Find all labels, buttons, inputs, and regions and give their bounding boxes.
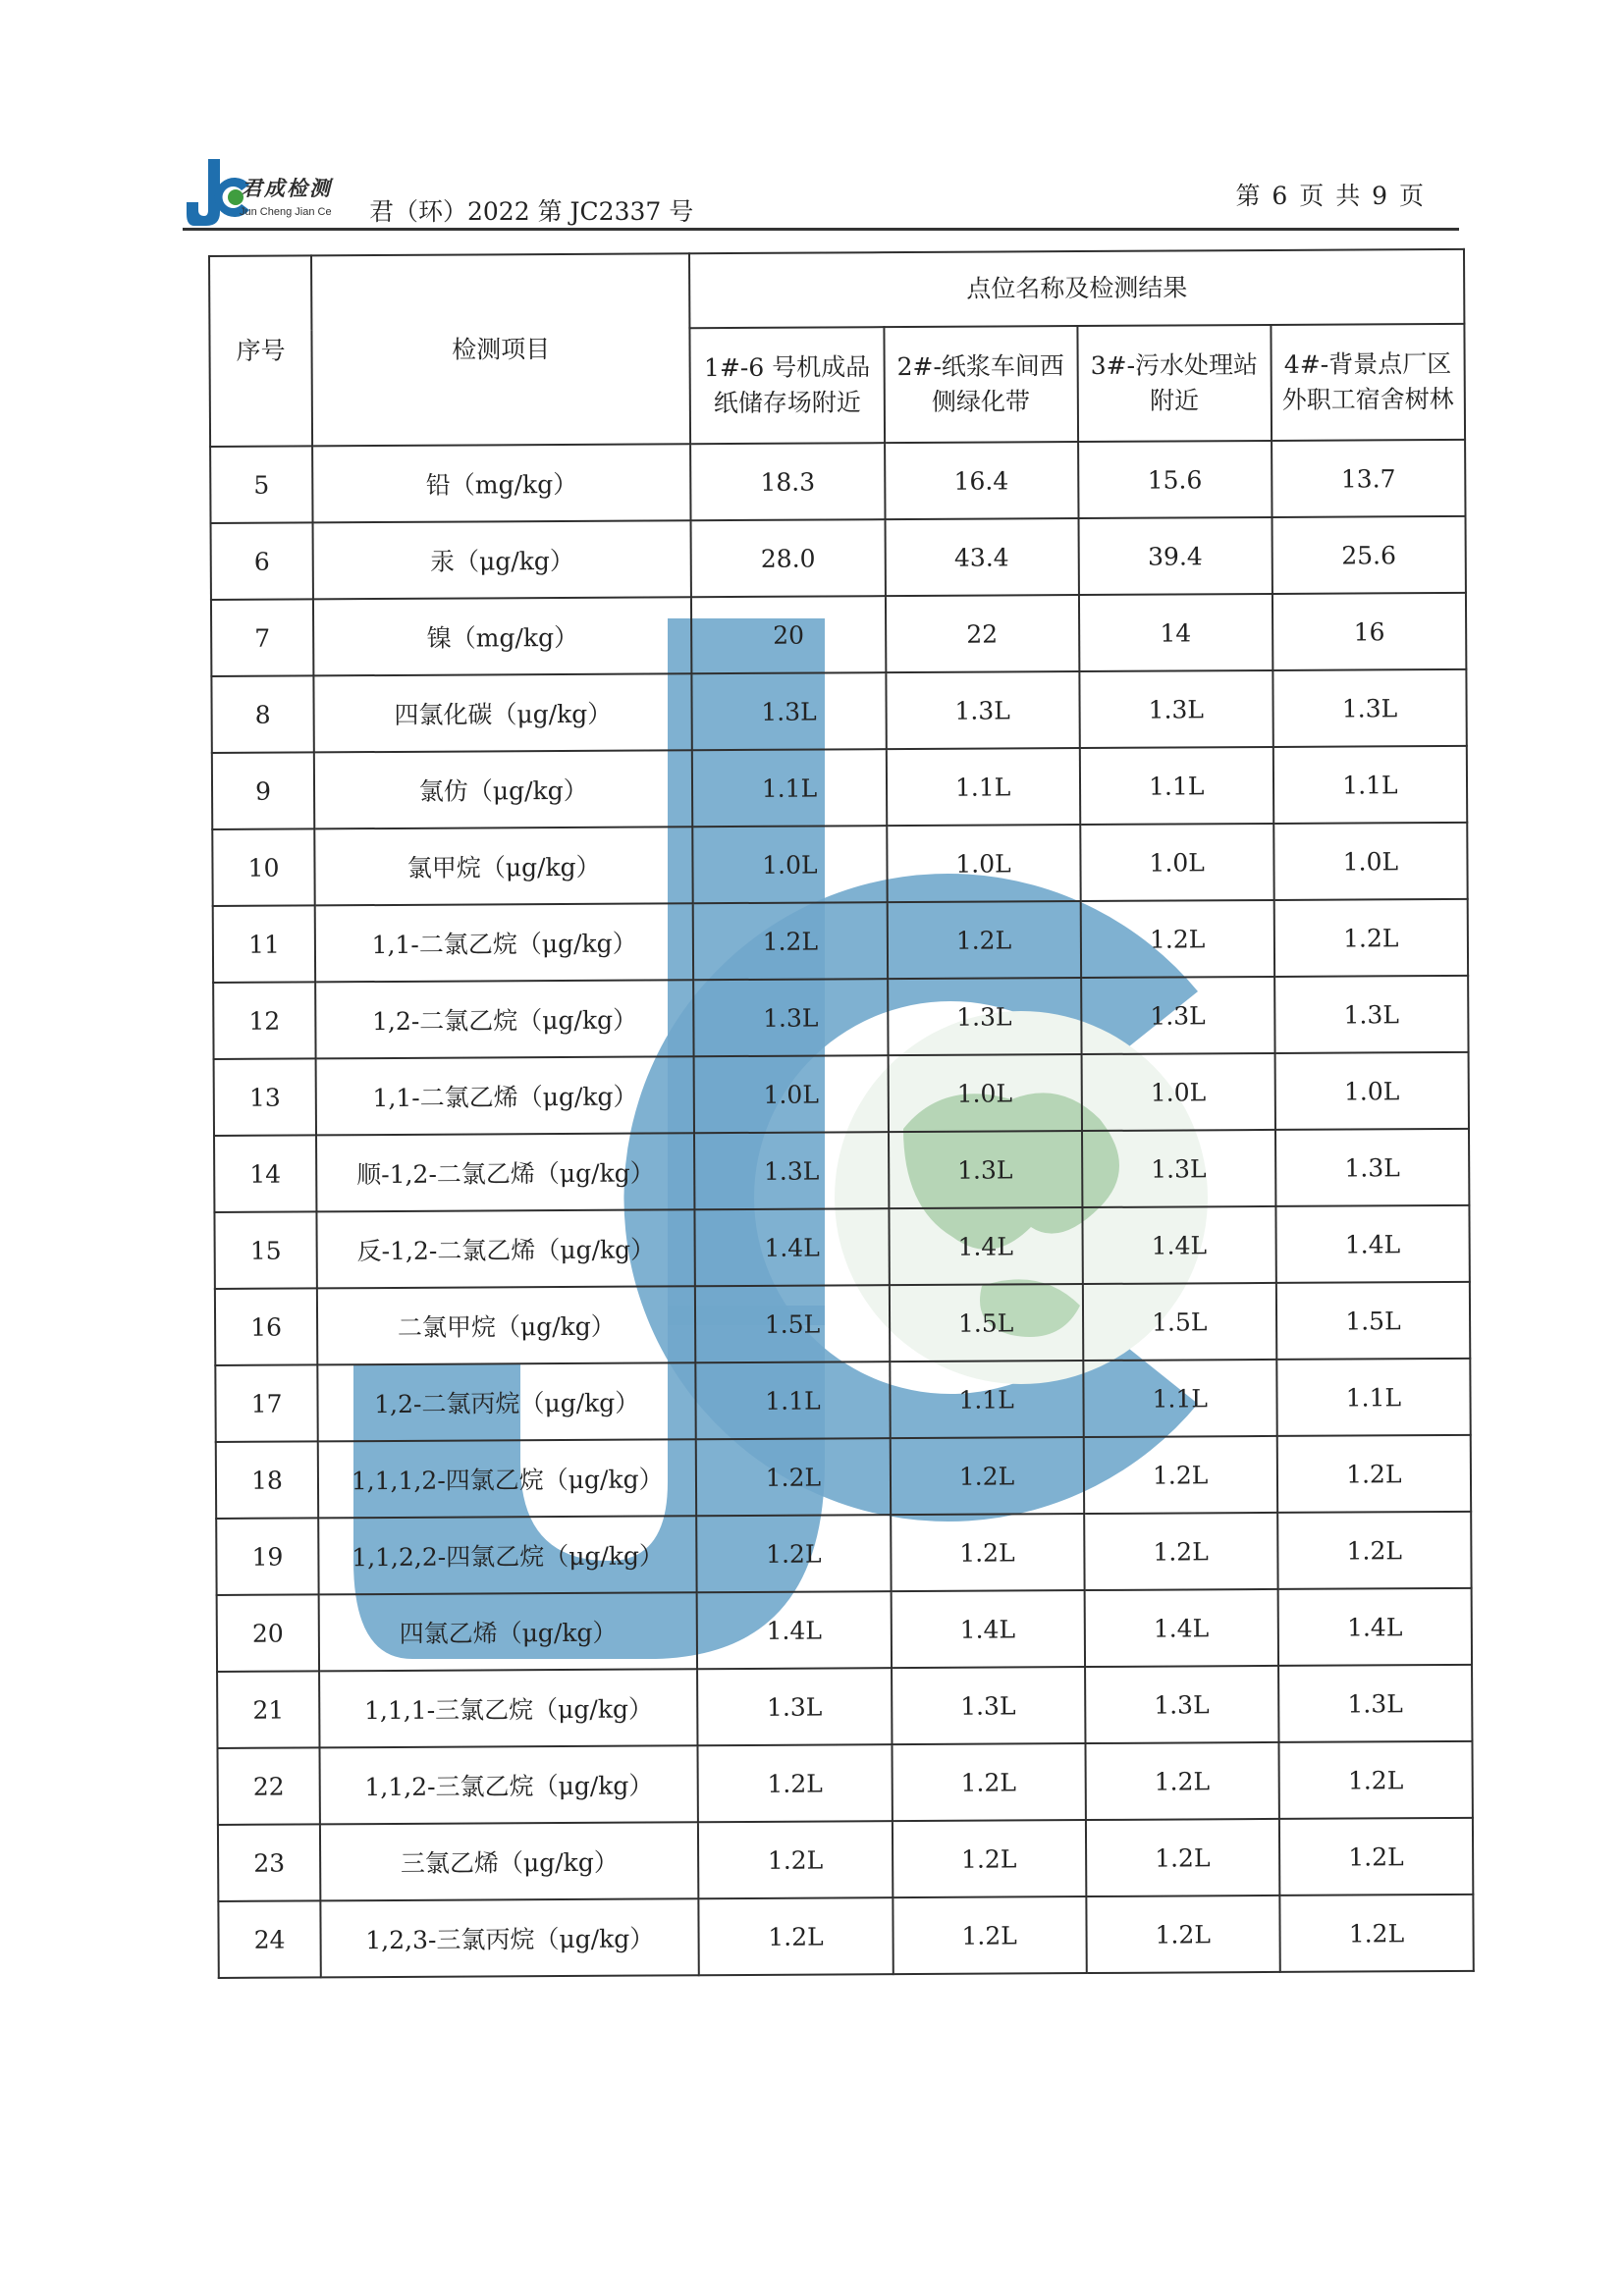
row-index-cell: 21 bbox=[217, 1671, 320, 1748]
row-value-cell: 1.2L bbox=[1277, 1435, 1472, 1513]
row-value-cell: 1.3L bbox=[692, 672, 887, 750]
col-header-point: 2#-纸浆车间西侧绿化带 bbox=[884, 326, 1078, 443]
row-value-cell: 1.4L bbox=[1082, 1206, 1276, 1284]
report-number: 君（环）2022 第 JC2337 号 bbox=[369, 197, 694, 226]
col-header-index: 序号 bbox=[209, 255, 312, 447]
table-row bbox=[215, 1359, 1470, 1442]
row-value-cell: 1.5L bbox=[1083, 1283, 1277, 1361]
row-value-cell: 1.0L bbox=[693, 826, 888, 903]
page-number: 第 6 页 共 9 页 bbox=[1235, 182, 1426, 210]
row-value-cell: 15.6 bbox=[1078, 441, 1272, 518]
row-value-cell: 1.2L bbox=[1086, 1896, 1280, 1973]
row-value-cell: 1.1L bbox=[696, 1362, 891, 1439]
row-value-cell: 1.2L bbox=[891, 1514, 1085, 1591]
table-row bbox=[218, 1818, 1473, 1901]
row-value-cell: 1.1L bbox=[692, 749, 887, 827]
row-value-cell: 1.3L bbox=[694, 1132, 889, 1209]
table-row bbox=[214, 1205, 1469, 1289]
table-row bbox=[210, 440, 1465, 523]
row-index-cell: 12 bbox=[213, 982, 316, 1059]
row-value-cell: 1.2L bbox=[696, 1438, 891, 1516]
row-index-cell: 16 bbox=[215, 1288, 318, 1365]
table-row bbox=[216, 1512, 1471, 1595]
row-value-cell: 1.2L bbox=[693, 902, 888, 980]
table-body bbox=[210, 440, 1474, 1978]
table-row bbox=[212, 823, 1467, 906]
row-value-cell: 1.0L bbox=[1080, 824, 1274, 901]
row-value-cell: 1.0L bbox=[888, 1054, 1082, 1132]
col-header-point: 3#-污水处理站附近 bbox=[1077, 325, 1272, 442]
row-value-cell: 1.2L bbox=[1277, 1512, 1472, 1589]
row-value-cell: 16.4 bbox=[885, 442, 1079, 519]
row-index-cell: 10 bbox=[212, 828, 315, 906]
row-index-cell: 7 bbox=[211, 599, 314, 676]
row-value-cell: 16 bbox=[1272, 593, 1467, 670]
row-value-cell: 1.2L bbox=[1084, 1513, 1278, 1590]
row-value-cell: 1.1L bbox=[886, 748, 1080, 826]
row-value-cell: 1.3L bbox=[1274, 976, 1469, 1053]
row-item-cell: 二氯甲烷（μg/kg） bbox=[317, 1286, 696, 1364]
row-value-cell: 1.3L bbox=[888, 1131, 1082, 1208]
row-index-cell: 22 bbox=[217, 1747, 320, 1825]
row-value-cell: 1.2L bbox=[892, 1820, 1086, 1897]
row-value-cell: 14 bbox=[1079, 594, 1273, 671]
col-header-point: 1#-6 号机成品纸储存场附近 bbox=[690, 327, 885, 444]
row-value-cell: 1.1L bbox=[1273, 746, 1468, 824]
row-value-cell: 39.4 bbox=[1078, 517, 1272, 595]
row-item-cell: 反-1,2-二氯乙烯（μg/kg） bbox=[317, 1209, 696, 1288]
row-value-cell: 1.2L bbox=[1279, 1818, 1474, 1896]
row-value-cell: 1.4L bbox=[891, 1590, 1085, 1668]
row-value-cell: 1.5L bbox=[695, 1285, 890, 1362]
brand-name-en: Jun Cheng Jian Ce bbox=[240, 206, 332, 218]
table-row bbox=[211, 669, 1466, 753]
row-value-cell: 1.2L bbox=[1086, 1819, 1280, 1896]
row-item-cell: 1,1,2,2-四氯乙烷（μg/kg） bbox=[318, 1516, 697, 1594]
row-index-cell: 17 bbox=[215, 1364, 318, 1442]
table-row bbox=[213, 899, 1468, 983]
header-divider bbox=[183, 228, 1459, 231]
row-item-cell: 1,1,2-三氯乙烷（μg/kg） bbox=[320, 1745, 699, 1824]
row-value-cell: 1.3L bbox=[886, 671, 1080, 749]
row-index-cell: 8 bbox=[211, 675, 314, 753]
table-row bbox=[214, 1052, 1469, 1136]
row-value-cell: 25.6 bbox=[1272, 516, 1466, 594]
results-table bbox=[208, 248, 1475, 1979]
row-value-cell: 1.1L bbox=[890, 1361, 1084, 1438]
row-value-cell: 1.2L bbox=[1273, 899, 1468, 977]
row-index-cell: 18 bbox=[216, 1441, 319, 1519]
row-value-cell: 1.4L bbox=[697, 1591, 892, 1669]
row-value-cell: 13.7 bbox=[1272, 440, 1466, 517]
row-value-cell: 1.0L bbox=[1274, 1052, 1469, 1130]
row-value-cell: 1.2L bbox=[1085, 1742, 1279, 1820]
row-item-cell: 1,1,1,2-四氯乙烷（μg/kg） bbox=[318, 1439, 697, 1518]
row-value-cell: 43.4 bbox=[885, 518, 1079, 596]
table-row bbox=[213, 976, 1468, 1059]
row-value-cell: 1.0L bbox=[1081, 1053, 1275, 1131]
row-value-cell: 1.3L bbox=[1081, 977, 1275, 1054]
row-value-cell: 1.2L bbox=[892, 1743, 1086, 1821]
row-item-cell: 四氯乙烯（μg/kg） bbox=[319, 1592, 698, 1671]
row-value-cell: 1.2L bbox=[887, 901, 1081, 979]
row-value-cell: 1.3L bbox=[1079, 670, 1273, 748]
row-item-cell: 1,1,1-三氯乙烷（μg/kg） bbox=[319, 1669, 698, 1747]
row-value-cell: 1.2L bbox=[893, 1896, 1087, 1974]
row-value-cell: 1.0L bbox=[694, 1055, 889, 1133]
table-row bbox=[211, 593, 1466, 676]
table-row bbox=[211, 516, 1466, 600]
row-value-cell: 1.3L bbox=[1272, 669, 1467, 747]
row-item-cell: 1,1-二氯乙烯（μg/kg） bbox=[316, 1056, 695, 1135]
row-value-cell: 22 bbox=[885, 595, 1079, 672]
table-row bbox=[217, 1588, 1472, 1672]
table-row bbox=[215, 1282, 1470, 1365]
row-value-cell: 1.4L bbox=[695, 1208, 890, 1286]
row-item-cell: 汞（μg/kg） bbox=[313, 520, 692, 599]
row-item-cell: 1,2-二氯乙烷（μg/kg） bbox=[315, 980, 694, 1058]
row-item-cell: 四氯化碳（μg/kg） bbox=[313, 673, 692, 752]
table-row bbox=[217, 1665, 1472, 1748]
col-header-item: 检测项目 bbox=[311, 253, 690, 446]
row-value-cell: 1.2L bbox=[890, 1437, 1084, 1515]
row-value-cell: 20 bbox=[691, 596, 886, 673]
row-value-cell: 28.0 bbox=[691, 519, 886, 597]
row-value-cell: 1.2L bbox=[1080, 900, 1274, 978]
row-value-cell: 1.1L bbox=[1276, 1359, 1471, 1436]
row-value-cell: 1.1L bbox=[1079, 747, 1273, 825]
row-item-cell: 氯甲烷（μg/kg） bbox=[314, 827, 693, 905]
page-header bbox=[177, 147, 1463, 232]
row-value-cell: 1.0L bbox=[887, 825, 1081, 902]
brand-name-cn: 君成检测 bbox=[242, 176, 332, 200]
row-value-cell: 1.4L bbox=[1275, 1205, 1470, 1283]
table-row bbox=[218, 1895, 1473, 1978]
table-row bbox=[214, 1129, 1469, 1212]
row-value-cell: 1.2L bbox=[699, 1897, 893, 1975]
row-value-cell: 1.3L bbox=[697, 1668, 892, 1745]
row-index-cell: 20 bbox=[217, 1594, 320, 1672]
row-item-cell: 1,2,3-三氯丙烷（μg/kg） bbox=[320, 1898, 699, 1977]
row-item-cell: 三氯乙烯（μg/kg） bbox=[320, 1822, 699, 1900]
row-value-cell: 1.3L bbox=[693, 979, 888, 1056]
row-index-cell: 15 bbox=[214, 1211, 317, 1289]
row-value-cell: 1.4L bbox=[889, 1207, 1083, 1285]
row-value-cell: 1.0L bbox=[1273, 823, 1468, 900]
row-value-cell: 1.4L bbox=[1084, 1589, 1278, 1667]
row-value-cell: 1.2L bbox=[1279, 1895, 1474, 1972]
row-value-cell: 1.3L bbox=[888, 978, 1082, 1055]
row-item-cell: 顺-1,2-二氯乙烯（μg/kg） bbox=[316, 1133, 695, 1211]
row-value-cell: 1.5L bbox=[1276, 1282, 1471, 1360]
table-row bbox=[212, 746, 1467, 829]
row-item-cell: 1,2-二氯丙烷（μg/kg） bbox=[317, 1362, 696, 1441]
row-index-cell: 14 bbox=[214, 1135, 317, 1212]
row-value-cell: 1.3L bbox=[1082, 1130, 1276, 1207]
col-header-group: 点位名称及检测结果 bbox=[689, 249, 1464, 328]
table-row bbox=[217, 1741, 1472, 1825]
row-item-cell: 氯仿（μg/kg） bbox=[314, 750, 693, 828]
row-value-cell: 1.3L bbox=[892, 1667, 1086, 1744]
row-index-cell: 24 bbox=[218, 1900, 321, 1978]
row-index-cell: 6 bbox=[211, 522, 314, 600]
row-index-cell: 9 bbox=[212, 752, 315, 829]
row-index-cell: 13 bbox=[214, 1058, 317, 1136]
row-index-cell: 5 bbox=[210, 446, 313, 523]
row-value-cell: 1.2L bbox=[1083, 1436, 1277, 1514]
row-value-cell: 1.2L bbox=[698, 1821, 893, 1898]
row-item-cell: 1,1-二氯乙烷（μg/kg） bbox=[315, 903, 694, 982]
row-value-cell: 1.3L bbox=[1275, 1129, 1470, 1206]
col-header-point: 4#-背景点厂区外职工宿舍树林 bbox=[1271, 324, 1465, 441]
row-value-cell: 1.4L bbox=[1277, 1588, 1472, 1666]
row-value-cell: 1.5L bbox=[889, 1284, 1083, 1362]
row-value-cell: 1.3L bbox=[1278, 1665, 1473, 1742]
row-value-cell: 1.1L bbox=[1083, 1360, 1277, 1437]
row-value-cell: 1.3L bbox=[1085, 1666, 1279, 1743]
row-index-cell: 11 bbox=[213, 905, 316, 983]
row-value-cell: 18.3 bbox=[690, 443, 885, 520]
row-item-cell: 铅（mg/kg） bbox=[312, 444, 691, 522]
table-row bbox=[216, 1435, 1471, 1519]
row-value-cell: 1.2L bbox=[697, 1515, 892, 1592]
row-value-cell: 1.2L bbox=[1278, 1741, 1473, 1819]
row-item-cell: 镍（mg/kg） bbox=[313, 597, 692, 675]
row-index-cell: 23 bbox=[218, 1824, 321, 1901]
row-value-cell: 1.2L bbox=[698, 1744, 893, 1822]
row-index-cell: 19 bbox=[216, 1518, 319, 1595]
